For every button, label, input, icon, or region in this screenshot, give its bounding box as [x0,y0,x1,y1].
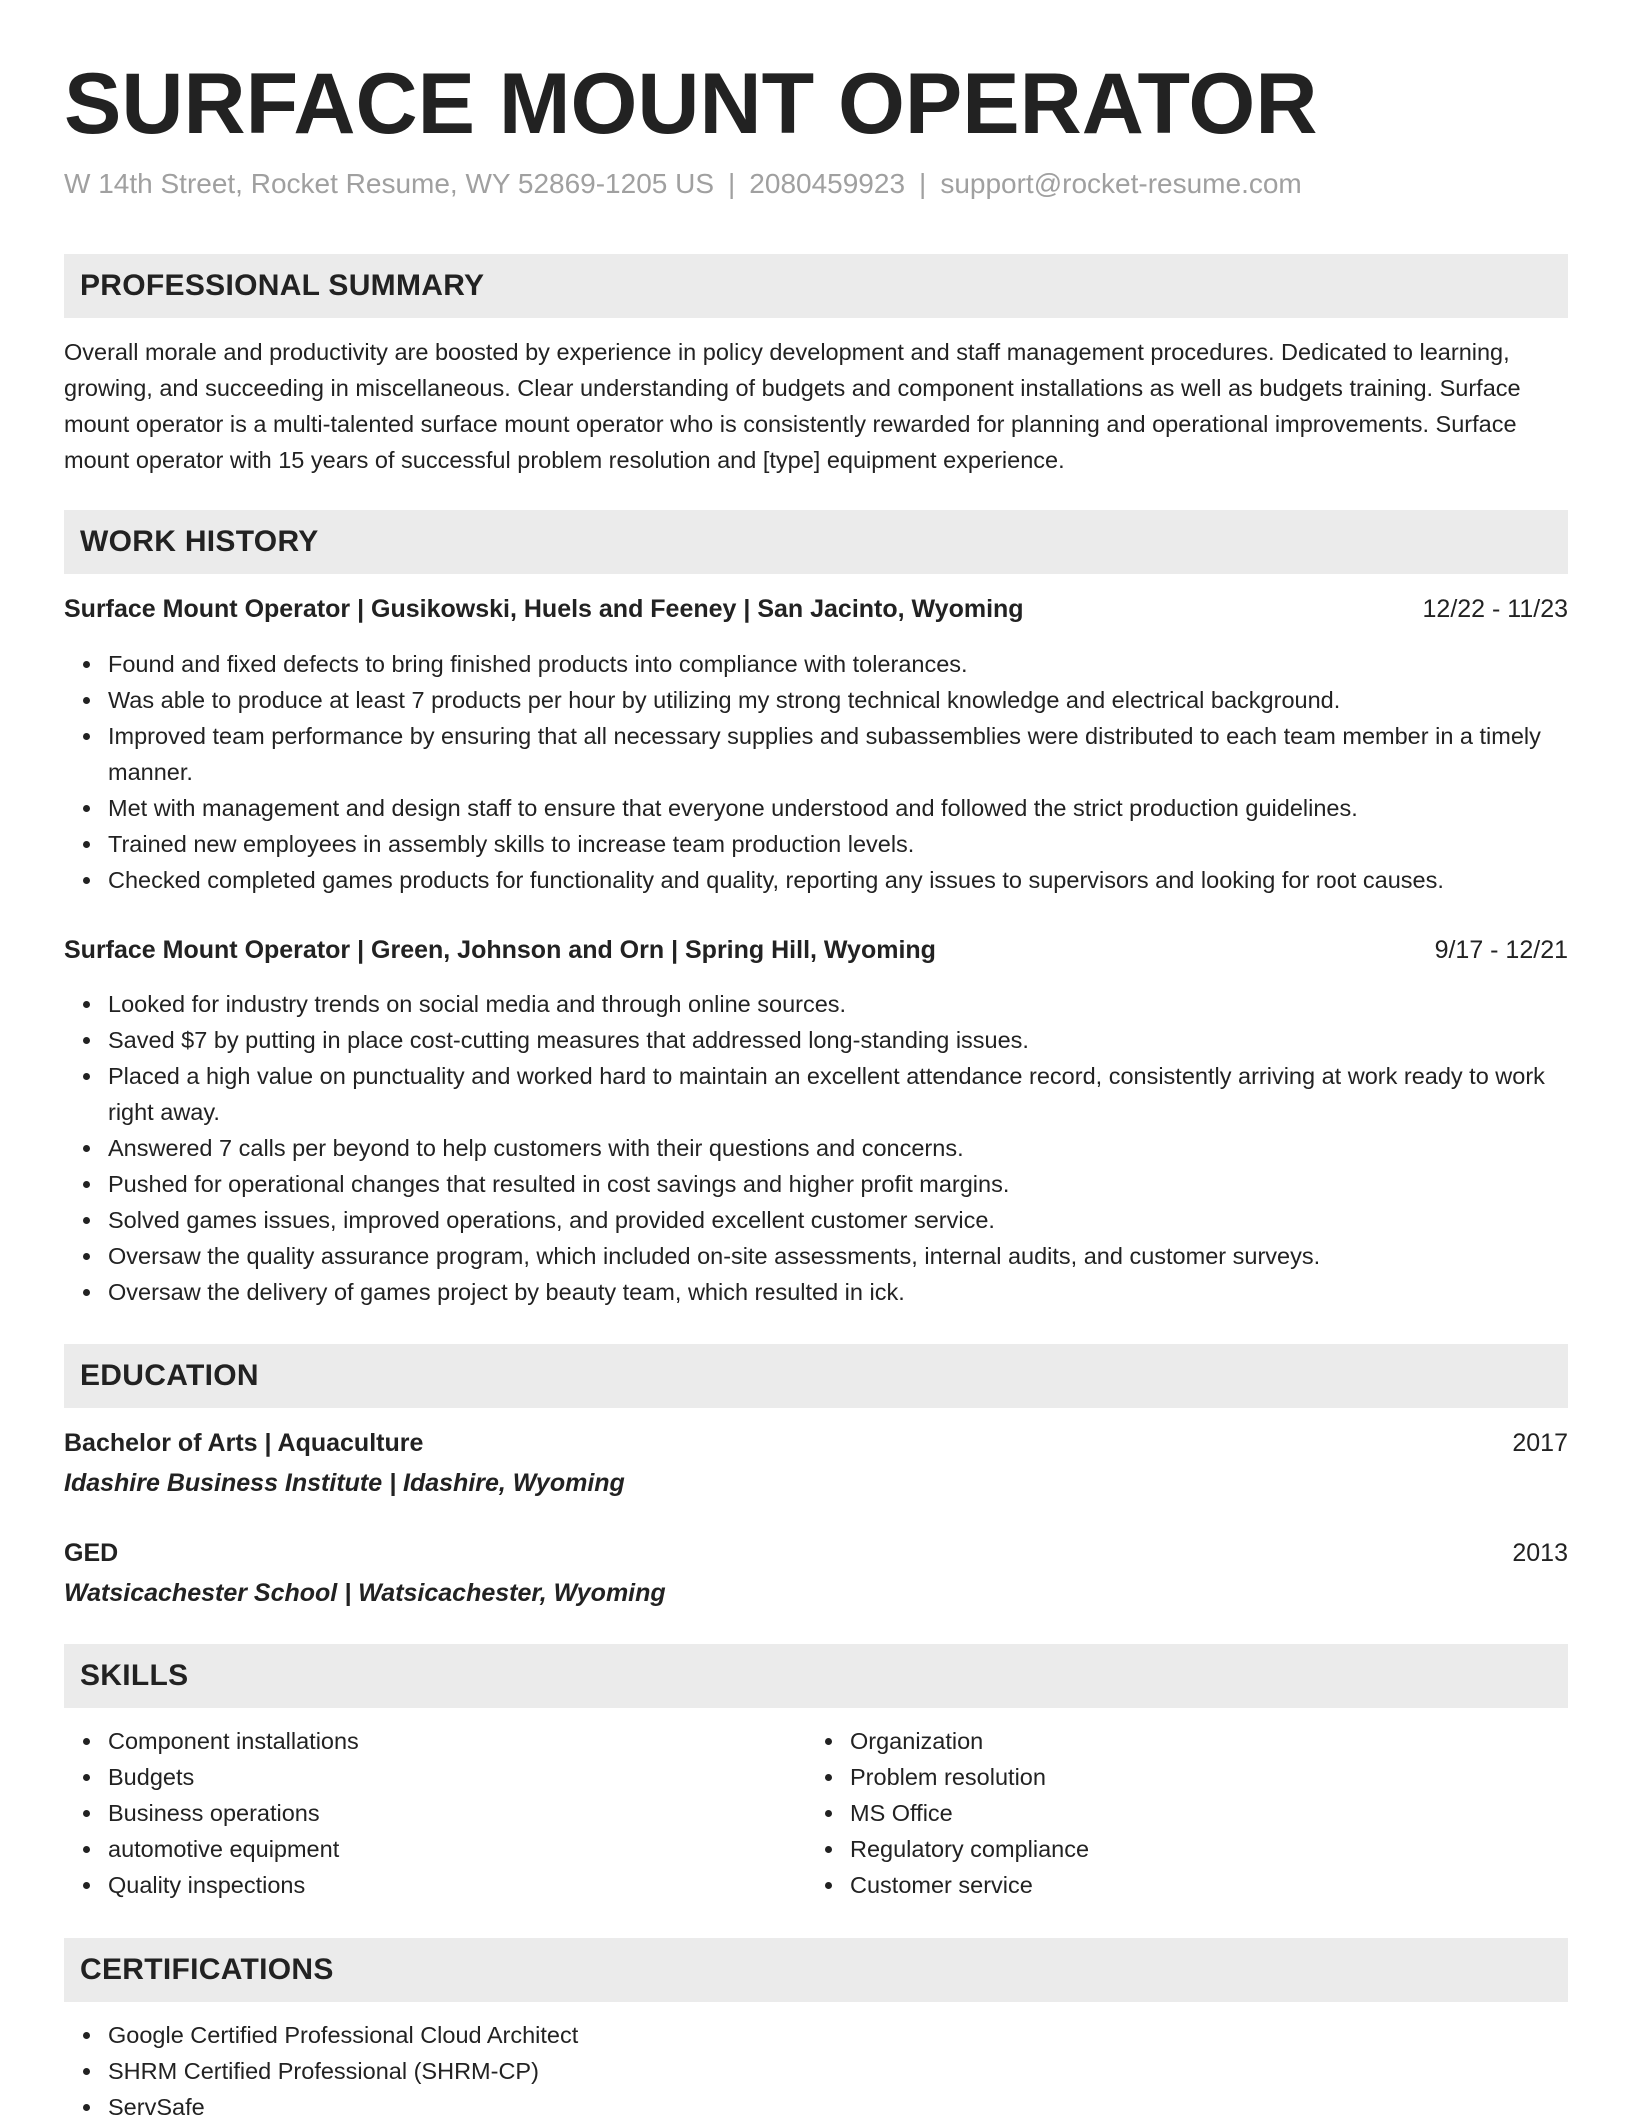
certifications-list [64,2017,1568,2125]
section-title: CERTIFICATIONS [80,1953,334,1986]
list-item: Organization [850,1723,1550,1759]
job-header [64,932,1568,968]
contact-phone: 2080459923 [749,168,906,199]
list-item: Quality inspections [108,1867,808,1903]
list-item: Google Certified Professional Cloud Architect [108,2017,1568,2053]
list-item: Oversaw the quality assurance program, which included on-site assessments, internal audits, and customer surveys. [108,1238,1568,1274]
list-item: Problem resolution [850,1759,1550,1795]
list-item: SHRM Certified Professional (SHRM-CP) [108,2053,1568,2089]
list-item: Found and fixed defects to bring finished products into compliance with tolerances. [108,646,1568,682]
contact-separator: | [919,168,927,199]
skills-list-left [64,1723,808,1903]
education-degree: Bachelor of Arts | Aquaculture [64,1429,424,1457]
education-year: 2017 [1512,1429,1568,1457]
list-item: Budgets [108,1759,808,1795]
section-title: SKILLS [80,1659,189,1692]
page-title: SURFACE MOUNT OPERATOR [64,56,1318,152]
job-title: Surface Mount Operator | Green, Johnson and Orn | Spring Hill, Wyoming [64,936,936,964]
job-title: Surface Mount Operator | Gusikowski, Huels and Feeney | San Jacinto, Wyoming [64,595,1024,623]
section-header-certifications [64,1938,1568,2002]
list-item: Was able to produce at least 7 products per hour by utilizing my strong technical knowledge and electrical background. [108,682,1568,718]
education-degree: GED [64,1539,119,1567]
education-header [64,1535,1568,1571]
education-school: Watsicachester School | Watsicachester, Wyoming [64,1579,666,1607]
list-item: Saved $7 by putting in place cost-cutting measures that addressed long-standing issues. [108,1022,1568,1058]
list-item: Customer service [850,1867,1550,1903]
education-school: Idashire Business Institute | Idashire, Wyoming [64,1469,625,1497]
section-header-skills [64,1644,1568,1708]
list-item: Answered 7 calls per beyond to help customers with their questions and concerns. [108,1130,1568,1166]
section-header-education [64,1344,1568,1408]
list-item: Oversaw the delivery of games project by beauty team, which resulted in ick. [108,1274,1568,1310]
list-item: Trained new employees in assembly skills to increase team production levels. [108,826,1568,862]
contact-email[interactable]: support@rocket-resume.com [940,168,1302,199]
summary-text: Overall morale and productivity are boosted by experience in policy development and staff management procedures. Dedicated to learning, growing, and succeeding in miscellaneous. Clear understanding of budgets and component installations as well as budgets training. Surface mount operator is a multi-talented surface mount operator who is consistently rewarded for planning and operational improvements. Surface mount operator with 15 years of successful problem resolution and [type] equipment experience. [64,339,1521,473]
section-title: EDUCATION [80,1359,259,1392]
job-dates: 12/22 - 11/23 [1422,595,1568,623]
list-item: Solved games issues, improved operations, and provided excellent customer service. [108,1202,1568,1238]
job-header [64,591,1568,627]
section-title: WORK HISTORY [80,525,319,558]
section-title: PROFESSIONAL SUMMARY [80,269,485,302]
education-header [64,1425,1568,1461]
list-item: Business operations [108,1795,808,1831]
contact-separator: | [728,168,736,199]
list-item: Improved team performance by ensuring that all necessary supplies and subassemblies were distributed to each team member in a timely manner. [108,718,1568,790]
list-item: Component installations [108,1723,808,1759]
job-bullets [64,646,1568,898]
list-item: automotive equipment [108,1831,808,1867]
list-item: Met with management and design staff to ensure that everyone understood and followed the strict production guidelines. [108,790,1568,826]
skills-list-right [806,1723,1550,1903]
contact-line [64,166,1302,202]
list-item: Regulatory compliance [850,1831,1550,1867]
education-year: 2013 [1512,1539,1568,1567]
list-item: Checked completed games products for functionality and quality, reporting any issues to supervisors and looking for root causes. [108,862,1568,898]
list-item: Placed a high value on punctuality and worked hard to maintain an excellent attendance record, consistently arriving at work ready to work right away. [108,1058,1568,1130]
section-header-summary [64,254,1568,318]
section-header-work-history [64,510,1568,574]
job-bullets [64,986,1568,1310]
list-item: Pushed for operational changes that resulted in cost savings and higher profit margins. [108,1166,1568,1202]
list-item: ServSafe [108,2089,1568,2125]
contact-address: W 14th Street, Rocket Resume, WY 52869-1205 US [64,168,715,199]
job-dates: 9/17 - 12/21 [1434,936,1568,964]
list-item: Looked for industry trends on social media and through online sources. [108,986,1568,1022]
list-item: MS Office [850,1795,1550,1831]
